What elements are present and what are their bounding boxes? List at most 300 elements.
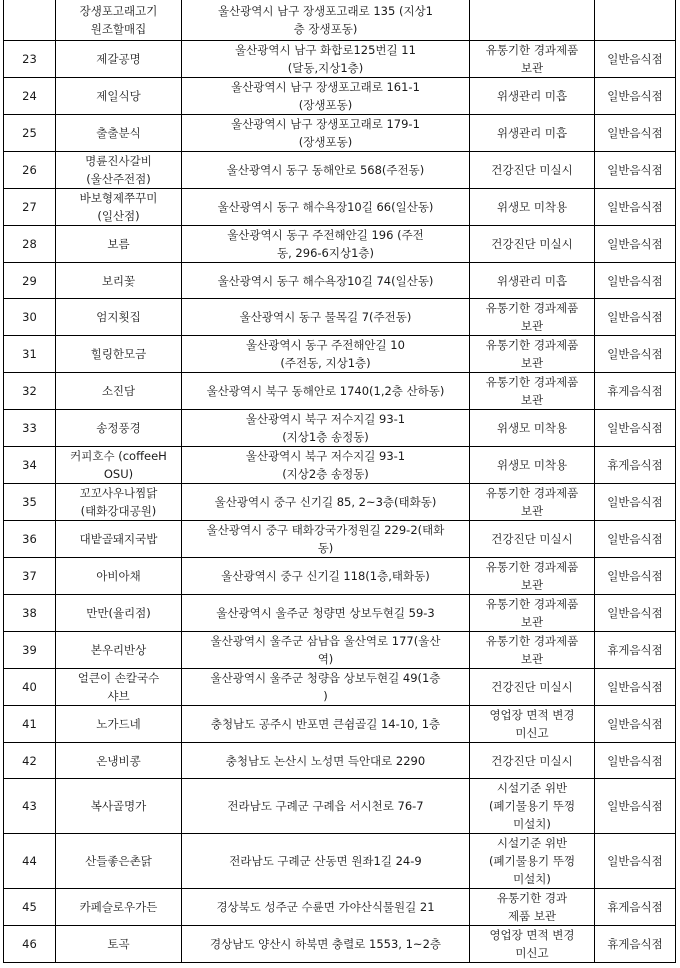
violation-text: 유통기한 경과제품 [485,43,579,57]
address-text: 경상남도 양산시 하북면 충렬로 1553, 1~2층 [210,937,441,951]
violation-cell [470,706,595,743]
violation-table [3,0,676,963]
violation-cell [470,484,595,521]
business-type-text: 휴게음식점 [607,937,663,951]
violation-text: 건강진단 미실시 [491,163,573,177]
row-number-text: 37 [22,569,37,583]
address-cell [182,447,470,484]
business-type-text: 일반음식점 [607,310,663,324]
violation-text: 유통기한 경과제품 [485,301,579,315]
violation-text: 미신고 [515,946,549,960]
table-row [4,706,676,743]
address-text: (지상2층 송정동) [282,467,369,481]
business-type-text: 일반음식점 [607,163,663,177]
table-row [4,373,676,410]
business-name-text: 바보형제쭈꾸미 [79,191,158,205]
row-number-text: 43 [22,799,37,813]
table-row [4,521,676,558]
address-cell [182,834,470,889]
business-name-text: (일산점) [97,209,140,223]
business-name-text: 얼큰이 손칼국수 [77,671,160,685]
violation-text: 유통기한 경과제품 [485,560,579,574]
address-text: 울산광역시 남구 장생포고래로 179-1 [231,117,420,131]
table-row [4,889,676,926]
violation-cell [470,226,595,263]
business-type-cell [595,558,676,595]
business-name-cell [56,926,182,963]
violation-text: 보관 [520,615,544,629]
business-name-text: 출출분식 [96,126,141,140]
business-type-cell [595,41,676,78]
violation-text: 유통기한 경과제품 [485,597,579,611]
row-number-cell [4,263,56,299]
business-type-cell [595,595,676,632]
business-type-text: 일반음식점 [607,347,663,361]
row-number-cell [4,299,56,336]
business-type-cell [595,521,676,558]
address-cell [182,484,470,521]
violation-cell [470,926,595,963]
violation-cell [470,410,595,447]
business-type-cell [595,447,676,484]
row-number-cell [4,115,56,152]
violation-cell [470,373,595,410]
row-number-cell [4,595,56,632]
address-cell [182,152,470,189]
row-number-text: 39 [22,643,37,657]
business-type-cell [595,226,676,263]
business-name-text: 토곡 [107,937,130,951]
address-text: (장생포동) [298,135,353,149]
row-number-cell [4,632,56,669]
business-type-text: 일반음식점 [607,421,663,435]
business-type-text: 휴게음식점 [607,458,663,472]
address-cell [182,78,470,115]
business-type-cell [595,263,676,299]
row-number-text: 32 [22,384,37,398]
violation-cell [470,595,595,632]
address-text: 전라남도 구례군 산동면 원좌1길 24-9 [229,854,422,868]
row-number-cell [4,373,56,410]
violation-text: 영업장 면적 변경 [489,928,575,942]
address-text: (지상1층 송정동) [282,430,369,444]
row-number-text: 24 [22,89,37,103]
violation-text: 제품 보관 [507,909,557,923]
row-number-cell [4,706,56,743]
business-name-cell [56,706,182,743]
violation-text: (폐기물용기 뚜껑 [489,854,575,868]
business-name-cell [56,0,182,41]
violation-cell [470,669,595,706]
address-text: 울산광역시 북구 동해안로 1740(1,2층 산하동) [206,384,445,398]
table-row [4,926,676,963]
business-name-cell [56,226,182,263]
table-row [4,669,676,706]
address-text: 울산광역시 동구 동해안로 568(주전동) [226,163,425,177]
business-type-text: 일반음식점 [607,200,663,214]
row-number-text: 44 [22,854,37,868]
table-row [4,263,676,299]
address-cell [182,299,470,336]
business-type-cell [595,926,676,963]
business-type-cell [595,336,676,373]
business-name-text: 힐링한모금 [90,347,147,361]
address-text: 울산광역시 남구 장생포고래로 161-1 [231,80,420,94]
business-name-cell [56,669,182,706]
business-name-text: OSU) [103,467,134,481]
business-type-text: 일반음식점 [607,273,663,288]
violation-cell [470,41,595,78]
violation-text: 위생관리 미흡 [496,89,568,103]
violation-text: 영업장 면적 변경 [489,708,575,722]
violation-cell [470,834,595,889]
address-cell [182,336,470,373]
business-type-text: 휴게음식점 [607,900,663,914]
address-text: 울산광역시 동구 물목길 7(주전동) [239,310,412,324]
row-number-text: 34 [22,458,37,472]
violation-cell [470,447,595,484]
row-number-cell [4,189,56,226]
violation-text: 위생모 미착용 [496,421,568,435]
business-name-text: 만만(율리점) [86,606,151,620]
address-text: 울산광역시 울주군 삼남읍 울산역로 177(울산 [210,634,441,648]
business-type-cell [595,152,676,189]
row-number-cell [4,558,56,595]
address-cell [182,0,470,41]
row-number-cell [4,521,56,558]
violation-cell [470,632,595,669]
table-row [4,410,676,447]
violation-cell [470,189,595,226]
address-cell [182,669,470,706]
row-number-text: 28 [22,237,37,251]
row-number-text: 23 [22,52,37,66]
violation-text: 유통기한 경과제품 [485,486,579,500]
table-row [4,447,676,484]
violation-text: 보관 [520,393,544,407]
row-number-text: 45 [22,900,37,914]
violation-text: 보관 [520,578,544,592]
address-text: 울산광역시 북구 저수지길 93-1 [245,449,406,463]
address-text: 울산광역시 울주군 청량면 상보두현길 59-3 [216,606,435,620]
row-number-cell [4,152,56,189]
violation-text: 건강진단 미실시 [491,532,573,546]
business-name-text: 노가드네 [96,717,141,731]
address-text: 울산광역시 중구 태화강국가정원길 229-2(태화 [206,523,445,537]
business-type-text: 일반음식점 [607,532,663,546]
row-number-text: 33 [22,421,37,435]
table-row [4,299,676,336]
row-number-cell [4,779,56,834]
business-type-text: 일반음식점 [607,799,663,813]
address-cell [182,521,470,558]
table-row [4,189,676,226]
violation-text: 건강진단 미실시 [491,680,573,694]
row-number-cell [4,889,56,926]
business-type-text: 일반음식점 [607,89,663,103]
violation-text: 시설기준 위반 [496,781,568,795]
violation-text: 미설치) [513,817,551,831]
business-type-text: 일반음식점 [607,753,663,768]
violation-cell [470,743,595,779]
business-name-cell [56,889,182,926]
violation-text: 유통기한 경과제품 [485,338,579,352]
row-number-text: 30 [22,310,37,324]
violation-text: 보관 [520,319,544,333]
violation-text: 보관 [520,504,544,518]
business-name-text: 커피호수 (coffeeH [70,449,167,463]
business-name-text: 꼬꼬사우나찜닭 [79,486,158,500]
violation-cell [470,0,595,41]
address-cell [182,410,470,447]
row-number-text: 46 [22,937,37,951]
address-text: (주전동, 지상1층) [280,356,371,370]
business-name-cell [56,632,182,669]
business-type-cell [595,115,676,152]
address-text: 동) [317,541,334,555]
violation-cell [470,779,595,834]
business-type-cell [595,0,676,41]
violation-text: 보관 [520,61,544,75]
violation-text: (폐기물용기 뚜껑 [489,799,575,813]
business-name-text: 샤브 [107,689,130,703]
address-cell [182,889,470,926]
address-text: 충청남도 논산시 노성면 득안대로 2290 [225,753,426,768]
address-cell [182,595,470,632]
business-name-cell [56,373,182,410]
violation-cell [470,299,595,336]
violation-text: 미신고 [515,726,549,740]
address-text: ) [323,689,328,703]
table-row [4,743,676,779]
table-row [4,779,676,834]
business-name-cell [56,336,182,373]
row-number-text: 31 [22,347,37,361]
business-type-cell [595,410,676,447]
row-number-text: 25 [22,126,37,140]
business-name-text: 송정풍경 [96,421,141,435]
business-name-text: (태화강대공원) [80,504,157,518]
business-type-cell [595,834,676,889]
business-type-cell [595,299,676,336]
address-text: 울산광역시 동구 주전해안길 196 (주전 [227,228,424,242]
address-cell [182,41,470,78]
business-name-text: 복사골명가 [90,799,147,813]
address-text: 울산광역시 중구 신기길 118(1층,태화동) [221,569,430,583]
violation-cell [470,152,595,189]
row-number-text: 27 [22,200,37,214]
business-name-text: 보리꽃 [101,273,136,288]
violation-cell [470,336,595,373]
business-name-cell [56,834,182,889]
business-name-cell [56,410,182,447]
address-text: (달동,지상1층) [287,61,364,75]
violation-text: 유통기한 경과제품 [485,634,579,648]
row-number-text: 26 [22,163,37,177]
address-text: 울산광역시 동구 해수욕장10길 66(일산동) [217,200,434,214]
business-name-text: 엄지횟집 [96,310,141,324]
business-name-cell [56,743,182,779]
business-type-text: 일반음식점 [607,717,663,731]
business-type-text: 휴게음식점 [607,384,663,398]
address-cell [182,189,470,226]
table-body [4,0,676,963]
address-text: 동, 296-6지상1층) [277,246,374,260]
violation-text: 위생모 미착용 [496,200,568,214]
business-type-text: 일반음식점 [607,52,663,66]
row-number-cell [4,743,56,779]
row-number-cell [4,410,56,447]
business-name-text: 제갈공명 [96,52,141,66]
address-cell [182,263,470,299]
violation-text: 위생관리 미흡 [496,126,568,140]
violation-text: 유통기한 경과 [496,891,568,905]
violation-cell [470,115,595,152]
violation-text: 미설치) [513,872,551,886]
violation-text: 위생모 미착용 [496,458,568,472]
address-cell [182,632,470,669]
table-row [4,0,676,41]
table-row [4,484,676,521]
address-text: (장생포동) [298,98,353,112]
business-name-cell [56,447,182,484]
business-name-cell [56,115,182,152]
violation-cell [470,889,595,926]
business-type-cell [595,706,676,743]
violation-cell [470,78,595,115]
row-number-text: 35 [22,495,37,509]
business-type-cell [595,484,676,521]
row-number-text: 36 [22,532,37,546]
table-row [4,78,676,115]
row-number-cell [4,0,56,41]
address-cell [182,115,470,152]
address-cell [182,926,470,963]
violation-cell [470,263,595,299]
business-name-cell [56,299,182,336]
row-number-text: 29 [22,273,37,288]
business-type-cell [595,669,676,706]
business-type-cell [595,78,676,115]
business-type-cell [595,189,676,226]
business-name-cell [56,521,182,558]
business-name-text: 산들좋은촌닭 [85,854,152,868]
address-text: 울산광역시 동구 주전해안길 10 [246,338,405,352]
business-name-cell [56,484,182,521]
address-cell [182,706,470,743]
violation-text: 건강진단 미실시 [491,237,573,251]
business-name-cell [56,78,182,115]
business-type-text: 일반음식점 [607,237,663,251]
row-number-cell [4,834,56,889]
business-name-cell [56,189,182,226]
business-type-cell [595,632,676,669]
violation-text: 유통기한 경과제품 [485,375,579,389]
row-number-cell [4,226,56,263]
business-type-cell [595,779,676,834]
business-name-text: 제일식당 [96,89,141,103]
address-cell [182,373,470,410]
row-number-text: 42 [22,753,37,768]
violation-cell [470,558,595,595]
violation-cell [470,521,595,558]
business-name-text: (울산주전점) [86,172,151,186]
business-name-text: 소진담 [101,384,136,398]
business-type-cell [595,373,676,410]
address-cell [182,743,470,779]
business-name-cell [56,263,182,299]
row-number-cell [4,41,56,78]
table-row [4,834,676,889]
business-type-text: 일반음식점 [607,606,663,620]
address-text: 울산광역시 동구 해수욕장10길 74(일산동) [217,273,434,288]
business-type-text: 일반음식점 [607,126,663,140]
address-cell [182,558,470,595]
business-name-cell [56,152,182,189]
business-type-cell [595,743,676,779]
table-row [4,595,676,632]
table-row [4,152,676,189]
business-name-text: 대밭골돼지국밥 [79,532,158,546]
table-row [4,226,676,263]
address-text: 울산광역시 중구 신기길 85, 2~3층(태화동) [214,495,437,509]
business-type-text: 일반음식점 [607,495,663,509]
business-name-text: 보름 [107,237,130,251]
address-cell [182,779,470,834]
violation-text: 시설기준 위반 [496,836,568,850]
address-text: 울산광역시 남구 장생포고래로 135 (지상1 [217,3,433,18]
business-name-text: 본우리반상 [90,643,147,657]
row-number-cell [4,669,56,706]
business-name-cell [56,779,182,834]
business-name-cell [56,595,182,632]
table-row [4,632,676,669]
business-name-text: 카페슬로우가든 [79,900,158,914]
business-type-text: 일반음식점 [607,569,663,583]
row-number-cell [4,447,56,484]
table-row [4,41,676,78]
address-text: 층 장생포동) [293,21,358,36]
address-text: 충청남도 공주시 반포면 큰쉼골길 14-10, 1층 [210,717,441,731]
business-type-cell [595,889,676,926]
violation-text: 보관 [520,652,544,666]
business-type-text: 일반음식점 [607,854,663,868]
violation-text: 건강진단 미실시 [491,753,573,768]
address-text: 전라남도 구례군 구례읍 서시천로 76-7 [227,799,424,813]
row-number-text: 41 [22,717,37,731]
address-text: 경상북도 성주군 수륜면 가야산식물원길 21 [216,900,435,914]
table-row [4,336,676,373]
business-name-text: 명륜진사갈비 [85,154,152,168]
address-text: 울산광역시 북구 저수지길 93-1 [245,412,406,426]
row-number-cell [4,78,56,115]
business-name-text: 원조할매집 [90,21,147,36]
business-name-cell [56,558,182,595]
table-row [4,115,676,152]
row-number-text: 38 [22,606,37,620]
business-name-cell [56,41,182,78]
row-number-text: 40 [22,680,37,694]
violation-text: 보관 [520,356,544,370]
business-name-text: 장생포고래고기 [79,3,158,18]
business-type-text: 일반음식점 [607,680,663,694]
row-number-cell [4,484,56,521]
address-text: 울산광역시 울주군 청량읍 상보두현길 49(1층 [210,671,441,685]
row-number-cell [4,336,56,373]
business-name-text: 아비아채 [96,569,141,583]
row-number-cell [4,926,56,963]
table-row [4,558,676,595]
